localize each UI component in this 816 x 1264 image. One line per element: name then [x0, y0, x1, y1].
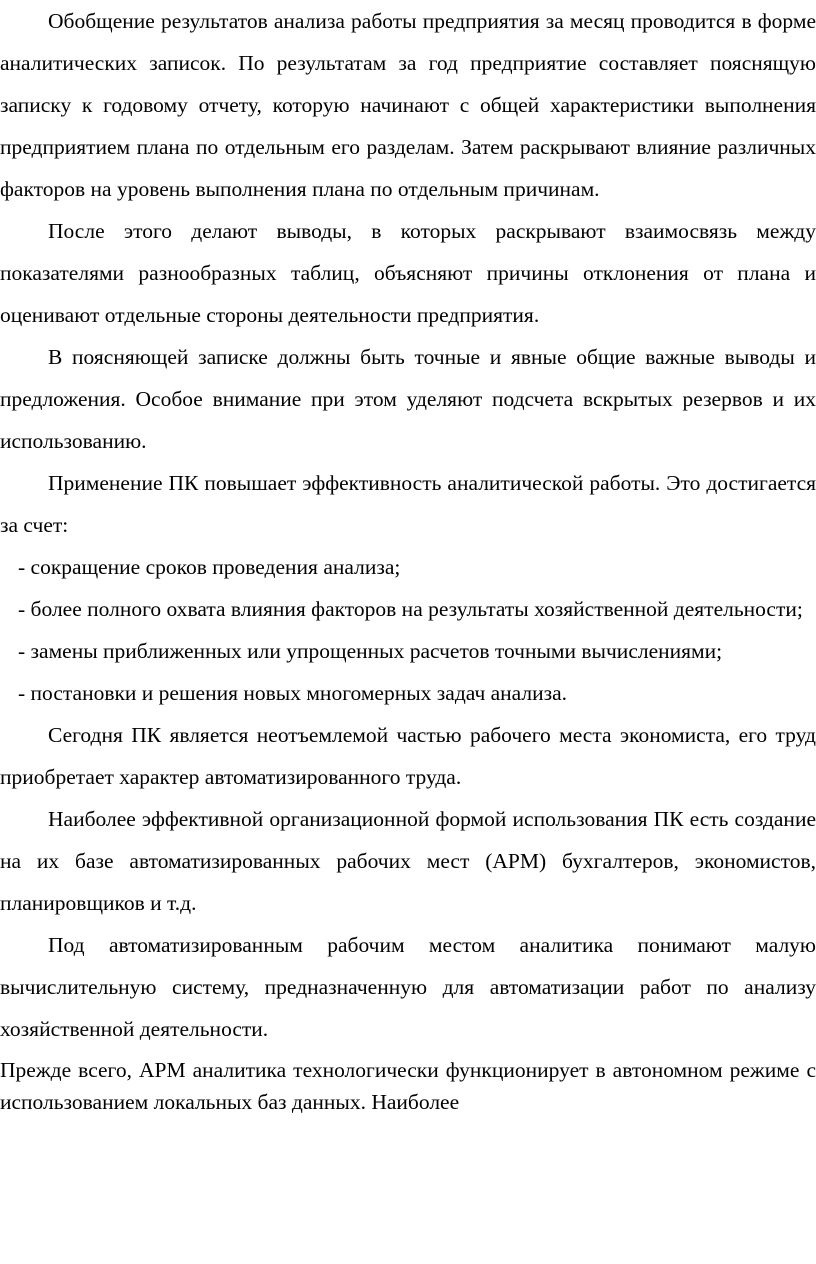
- paragraph-pc-workplace: Сегодня ПК является неотъемлемой частью рабочего места экономиста, его труд приобретает характер автоматизированного труда.: [0, 723, 816, 789]
- paragraph-arm-creation: Наиболее эффективной организационной формой использования ПК есть создание на их базе автоматизированных рабочих мест (АРМ) бухгалтеров, экономистов, планировщиков и т.д.: [0, 807, 816, 915]
- list-item-exact-calculations: - замены приближенных или упрощенных расчетов точными вычислениями;: [18, 639, 723, 663]
- paragraph-explanatory-note: В поясняющей записке должны быть точные и явные общие важные выводы и предложения. Особое внимание при этом уделяют подсчета вскрытых резервов и их использованию.: [0, 345, 816, 453]
- paragraph-report-summary: Обобщение результатов анализа работы предприятия за месяц проводится в форме аналитических записок. По результатам за год предприятие составляет пояснящую записку к годовому отчету, которую начинают с общей характеристики выполнения предприятием плана по отдельным его разделам. Затем раскрывают влияние различных факторов на уровень выполнения плана по отдельным причинам.: [0, 9, 816, 201]
- list-item-reduce-time: - сокращение сроков проведения анализа;: [18, 555, 401, 579]
- paragraph-pc-efficiency: Применение ПК повышает эффективность аналитической работы. Это достигается за счет:: [0, 471, 816, 537]
- list-item-new-tasks: - постановки и решения новых многомерных задач анализа.: [18, 681, 568, 705]
- paragraph-arm-definition: Под автоматизированным рабочим местом аналитика понимают малую вычислительную систему, предназначенную для автоматизации работ по анализу хозяйственной деятельности.: [0, 933, 816, 1041]
- list-item-factor-coverage: - более полного охвата влияния факторов на результаты хозяйственной деятельности;: [18, 597, 803, 621]
- paragraph-conclusions: После этого делают выводы, в которых раскрывают взаимосвязь между показателями разнообразных таблиц, объясняют причины отклонения от плана и оценивают отдельные стороны деятельности предприятия.: [0, 219, 816, 327]
- paragraph-arm-autonomous: Прежде всего, АРМ аналитика технологически функционирует в автономном режиме с использованием локальных баз данных. Наиболее: [0, 1058, 816, 1114]
